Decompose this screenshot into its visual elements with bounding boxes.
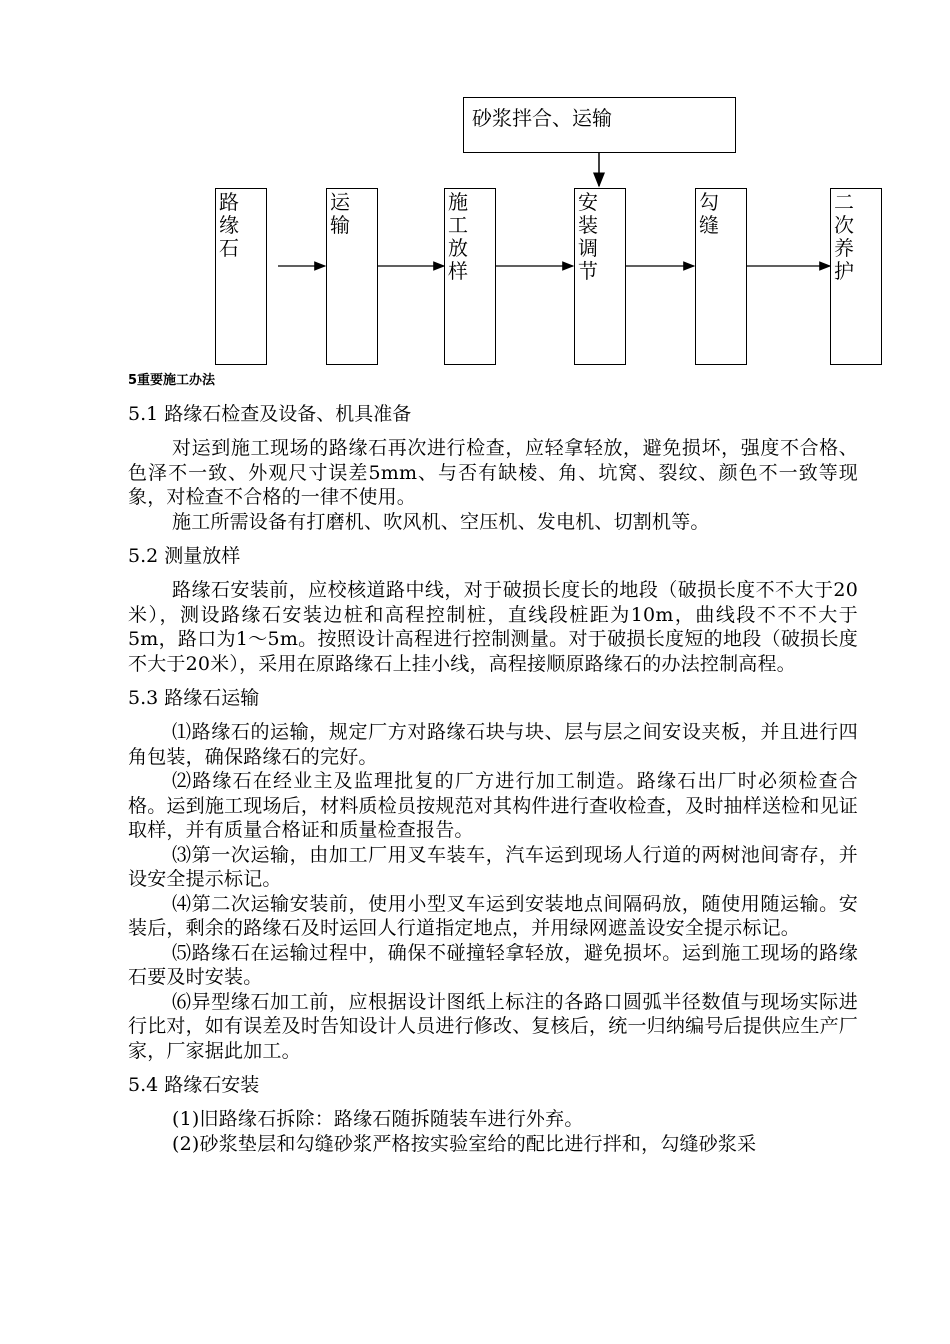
flowchart: [0, 0, 950, 370]
step-label-2: 运输: [330, 190, 350, 237]
step-box-3: [444, 188, 496, 365]
section-5-1: [128, 402, 858, 534]
paragraph: ⑴路缘石的运输，规定厂方对路缘石块与块、层与层之间安设夹板，并且进行四角包装，确保路缘石的完好。: [128, 721, 858, 768]
paragraph: ⑶第一次运输，由加工厂用叉车装车，汽车运到现场人行道的两树池间寄存，并设安全提示标记。: [128, 843, 858, 890]
section-title: 5.4 路缘石安装: [128, 1074, 260, 1096]
step-box-4: [574, 188, 626, 365]
step-label-6: 二次养护: [834, 190, 854, 283]
section-5-3: [128, 686, 858, 1063]
step-label-1: 路缘石: [219, 190, 239, 260]
step-label-4: 安装调节: [578, 190, 598, 283]
paragraph: ⑷第二次运输安装前，使用小型叉车运到安装地点间隔码放，随使用随运输。安装后，剩余的路缘石及时运回人行道指定地点，并用绿网遮盖设安全提示标记。: [128, 892, 858, 939]
section-5-4: [128, 1073, 858, 1156]
step-box-2: [326, 188, 378, 365]
document-body: [128, 402, 858, 1156]
paragraph: (2)砂浆垫层和勾缝砂浆严格按实验室给的配比进行拌和，勾缝砂浆采: [172, 1132, 757, 1155]
paragraph: (1)旧路缘石拆除：路缘石随拆随装车进行外弃。: [172, 1108, 584, 1130]
step-label-3: 施工放样: [448, 190, 468, 283]
top-process-label: 砂浆拌合、运输: [472, 106, 612, 130]
step-box-6: [830, 188, 882, 365]
section-5-2: [128, 544, 858, 676]
paragraph: 路缘石安装前，应校核道路中线，对于破损长度长的地段（破损长度不不大于20米），测设路缘石安装边桩和高程控制桩，直线段桩距为10m，曲线段不不不大于5m，路口为1～5m。按照设计高程进行控制测量。对于破损长度短的地段（破损长度不大于20米），采用在原路缘石上挂小线，高程接顺原路缘石的办法控制高程。: [128, 579, 858, 675]
section-title: 5.1 路缘石检查及设备、机具准备: [128, 403, 412, 425]
paragraph: 施工所需设备有打磨机、吹风机、空压机、发电机、切割机等。: [172, 510, 710, 533]
section-title: 5.2 测量放样: [128, 545, 241, 567]
top-process-box: [463, 97, 736, 153]
paragraph: 对运到施工现场的路缘石再次进行检查，应轻拿轻放，避免损坏，强度不合格、色泽不一致、外观尺寸误差5mm、与否有缺棱、角、坑窝、裂纹、颜色不一致等现象，对检查不合格的一律不使用。: [128, 437, 858, 508]
section-heading: 5重要施工办法: [128, 373, 216, 388]
paragraph: ⑸路缘石在运输过程中，确保不碰撞轻拿轻放，避免损坏。运到施工现场的路缘石要及时安装。: [128, 941, 858, 988]
step-label-5: 勾缝: [699, 190, 719, 237]
paragraph: ⑹异型缘石加工前，应根据设计图纸上标注的各路口圆弧半径数值与现场实际进行比对，如有误差及时告知设计人员进行修改、复核后，统一归纳编号后提供应生产厂家，厂家据此加工。: [128, 990, 858, 1062]
section-title: 5.3 路缘石运输: [128, 687, 260, 709]
step-box-1: [215, 188, 267, 365]
paragraph: ⑵路缘石在经业主及监理批复的厂方进行加工制造。路缘石出厂时必须检查合格。运到施工现场后，材料质检员按规范对其构件进行查收检查，及时抽样送检和见证取样，并有质量合格证和质量检查报告。: [128, 770, 858, 841]
step-box-5: [695, 188, 747, 365]
